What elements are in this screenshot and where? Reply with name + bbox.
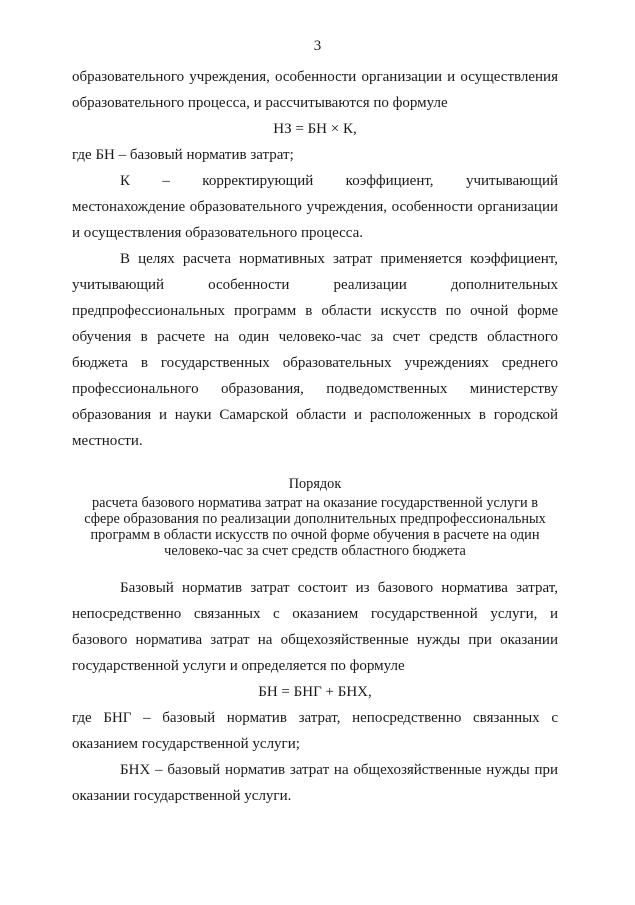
heading-line: сфере образования по реализации дополнительных предпрофессиональных [84, 511, 546, 527]
heading-line: человеко-час за счет средств областного бюджета [164, 543, 466, 559]
formula-bn: БН = БНГ + БНХ, [258, 684, 372, 700]
paragraph-coefficient: В целях расчета нормативных затрат применяется коэффициент, учитывающий особенности реализации дополнительных предпрофессиональных программ в области искусств по очной форме обучения в расчете на один человеко-час за счет средств областного бюджета в государственных образовательных учреждениях среднего профессионального образования, подведомственных министерству образования и науки Самарской области и расположенных в городской местности. [72, 251, 558, 449]
paragraph-base-norm: Базовый норматив затрат состоит из базового норматива затрат, непосредственно связанных с оказанием государственной услуги, и базового норматива затрат на общехозяйственные нужды при оказании государственной услуги и определяется по формуле [72, 580, 558, 674]
page-number: 3 [313, 38, 322, 54]
heading-title: Порядок [288, 476, 342, 492]
heading-line: расчета базового норматива затрат на оказание государственной услуги в [92, 495, 538, 511]
heading-line: программ в области искусств по очной форме обучения в расчете на один [90, 527, 540, 543]
document-body [72, 64, 558, 809]
paragraph-continuation: образовательного учреждения, особенности организации и осуществления образовательного процесса, и рассчитываются по формуле [72, 69, 558, 111]
paragraph-bnh-definition: БНХ – базовый норматив затрат на общехозяйственные нужды при оказании государственной услуги. [72, 762, 558, 804]
paragraph-k-definition: К – корректирующий коэффициент, учитывающий местонахождение образовательного учреждения, особенности организации и осуществления образовательного процесса. [72, 173, 558, 241]
paragraph-bn-definition: где БН – базовый норматив затрат; [72, 147, 294, 163]
section-heading [72, 476, 558, 559]
paragraph-bng-definition: где БНГ – базовый норматив затрат, непосредственно связанных с оказанием государственной услуги; [72, 710, 558, 752]
formula-nz: НЗ = БН × К, [273, 121, 357, 137]
